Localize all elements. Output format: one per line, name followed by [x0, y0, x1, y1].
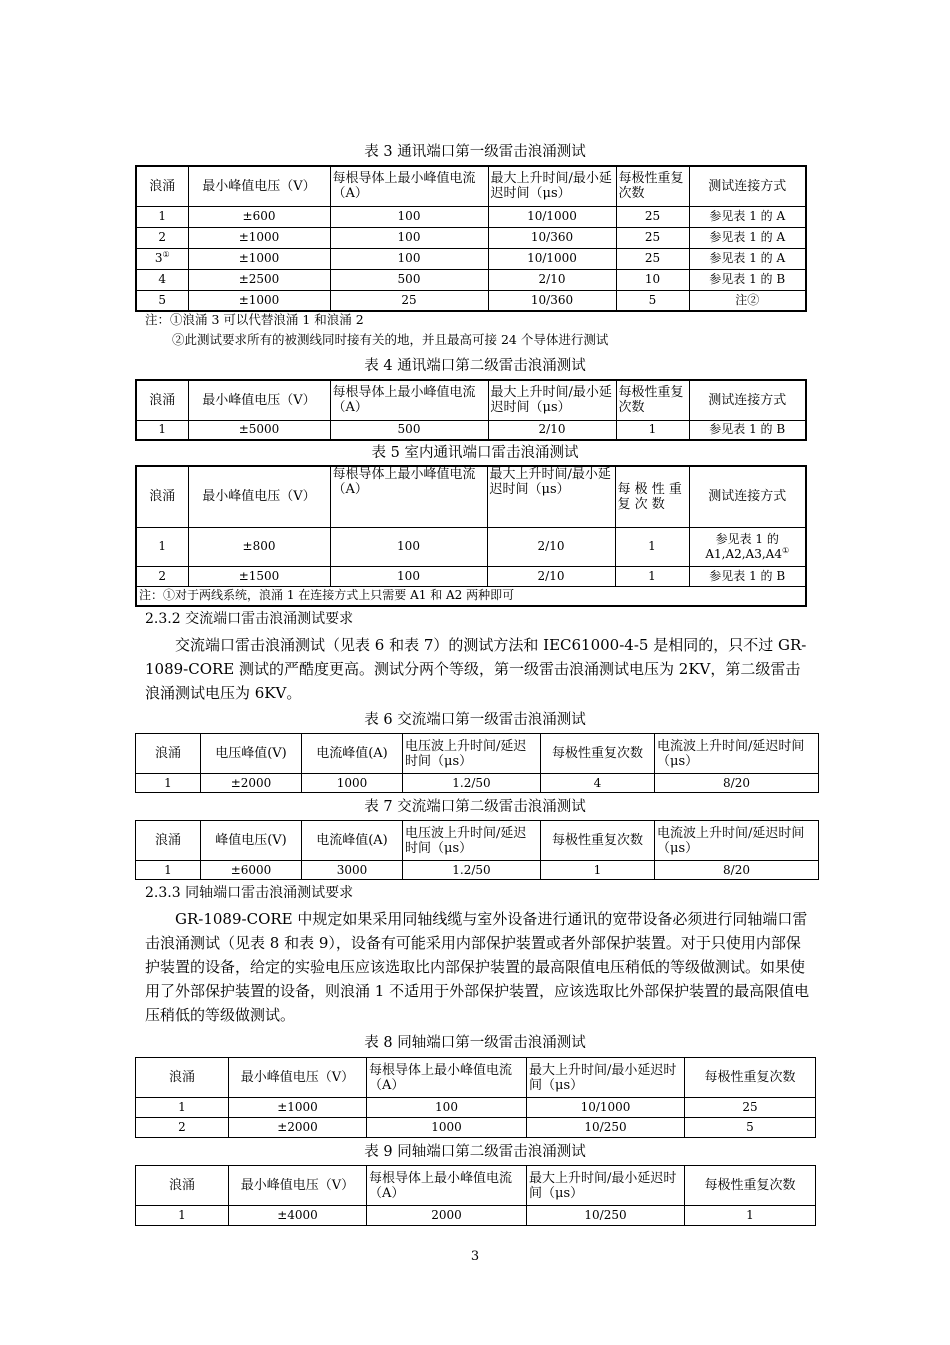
table-cell: 1.2/50 — [403, 861, 541, 880]
table6-header: 电流波上升时间/延迟时间（μs） — [655, 734, 819, 774]
table-cell: 10/250 — [527, 1206, 685, 1226]
table-cell: 1 — [616, 420, 689, 440]
table-row — [136, 290, 806, 311]
table6-caption: 表 6 交流端口第一级雷击浪涌测试 — [364, 712, 586, 728]
table-cell: 3000 — [302, 861, 403, 880]
table-cell: 参见表 1 的 B — [689, 269, 806, 290]
table8-header: 最大上升时间/最小延迟时间（μs） — [527, 1058, 685, 1098]
table-cell: 500 — [330, 420, 488, 440]
table-cell: 2/10 — [488, 269, 616, 290]
table6-header: 电压波上升时间/延迟时间（μs） — [403, 734, 541, 774]
table-cell: 25 — [616, 206, 689, 227]
table-cell: 10/1000 — [527, 1098, 685, 1118]
table4-header: 测试连接方式 — [689, 380, 806, 420]
table-cell: ±2000 — [229, 1118, 367, 1138]
table7-header: 电流峰值(A) — [302, 821, 403, 861]
table3 — [135, 165, 807, 312]
table5-header: 浪涌 — [136, 466, 188, 527]
cell-text: 参见表 1 的 A1,A2,A3,A4 — [705, 531, 782, 561]
table-cell: 1.2/50 — [403, 774, 541, 793]
table-cell: ±1000 — [229, 1098, 367, 1118]
table7-header: 峰值电压(V) — [201, 821, 302, 861]
table-cell: 25 — [330, 290, 488, 311]
table-row — [136, 566, 806, 586]
table7-caption: 表 7 交流端口第二级雷击浪涌测试 — [364, 799, 586, 815]
table-cell: 25 — [616, 227, 689, 248]
table-cell: 8/20 — [655, 861, 819, 880]
table-cell: 1 — [136, 861, 201, 880]
table6-header: 电压峰值(V) — [201, 734, 302, 774]
table-row — [136, 227, 806, 248]
table5-header: 测试连接方式 — [689, 466, 806, 527]
table-cell: 2/10 — [487, 566, 615, 586]
table4-caption: 表 4 通讯端口第二级雷击浪涌测试 — [364, 358, 586, 374]
table-cell: ±800 — [188, 527, 330, 566]
table-cell: 10/360 — [488, 290, 616, 311]
table5 — [135, 465, 807, 607]
table3-header: 浪涌 — [136, 166, 188, 206]
table-cell: ±4000 — [229, 1206, 367, 1226]
table3-header: 每极性重复次数 — [616, 166, 689, 206]
table9 — [135, 1165, 816, 1226]
table-cell: 100 — [330, 527, 487, 566]
table-cell: 参见表 1 的 A — [689, 227, 806, 248]
table7 — [135, 820, 819, 880]
table-cell: ±1000 — [188, 227, 330, 248]
table-cell: 1 — [615, 527, 689, 566]
table-cell: 100 — [367, 1098, 527, 1118]
section-233-title: 2.3.3 同轴端口雷击浪涌测试要求 — [145, 885, 354, 901]
table-cell: 1 — [615, 566, 689, 586]
table-cell: ±6000 — [201, 861, 302, 880]
table9-header: 浪涌 — [136, 1166, 229, 1206]
table-cell: ±2000 — [201, 774, 302, 793]
table-cell: 1 — [541, 861, 655, 880]
table-cell: 参见表 1 的 B — [689, 566, 806, 586]
section-232-paragraph — [145, 633, 810, 705]
table-cell: 100 — [330, 206, 488, 227]
table-row — [136, 774, 819, 793]
table-cell: 500 — [330, 269, 488, 290]
table-cell: 1000 — [302, 774, 403, 793]
table7-header: 每极性重复次数 — [541, 821, 655, 861]
table7-header: 浪涌 — [136, 821, 201, 861]
table-cell: 参见表 1 的 B — [689, 420, 806, 440]
table-cell — [689, 527, 806, 566]
table-cell — [136, 248, 188, 269]
table7-header: 电压波上升时间/延迟时间（μs） — [403, 821, 541, 861]
table9-header: 每极性重复次数 — [685, 1166, 816, 1206]
table7-header: 电流波上升时间/延迟时间（μs） — [655, 821, 819, 861]
table6-header: 浪涌 — [136, 734, 201, 774]
table-cell: 1 — [136, 1098, 229, 1118]
table9-header: 最大上升时间/最小延迟时间（μs） — [527, 1166, 685, 1206]
table-row — [136, 420, 806, 440]
table4-header: 浪涌 — [136, 380, 188, 420]
table-cell: 100 — [330, 248, 488, 269]
table-cell: 2/10 — [488, 420, 616, 440]
table5-caption: 表 5 室内通讯端口雷击浪涌测试 — [371, 445, 579, 461]
table-cell: 4 — [136, 269, 188, 290]
table5-header: 最小峰值电压（V） — [188, 466, 330, 527]
table-cell: 10/250 — [527, 1118, 685, 1138]
table-cell: 10/1000 — [488, 248, 616, 269]
table8-caption: 表 8 同轴端口第一级雷击浪涌测试 — [364, 1035, 586, 1051]
table-cell: 5 — [616, 290, 689, 311]
table-cell: 1 — [136, 774, 201, 793]
table-cell: ±5000 — [188, 420, 330, 440]
table-cell: ±1500 — [188, 566, 330, 586]
table-cell: 2/10 — [487, 527, 615, 566]
table4-header: 最小峰值电压（V） — [188, 380, 330, 420]
page-number: 3 — [470, 1249, 480, 1264]
table-cell: 1 — [136, 1206, 229, 1226]
table-row — [136, 1206, 816, 1226]
table-cell: ±2500 — [188, 269, 330, 290]
table-cell: 100 — [330, 227, 488, 248]
table4-header: 最大上升时间/最小延迟时间（μs） — [488, 380, 616, 420]
table9-caption: 表 9 同轴端口第二级雷击浪涌测试 — [364, 1144, 586, 1160]
table9-header: 最小峰值电压（V） — [229, 1166, 367, 1206]
table8-header: 最小峰值电压（V） — [229, 1058, 367, 1098]
table8-header: 每极性重复次数 — [685, 1058, 816, 1098]
table-cell: ±1000 — [188, 290, 330, 311]
table-cell: 10 — [616, 269, 689, 290]
table-row — [136, 1118, 816, 1138]
paragraph-text: 交流端口雷击浪涌测试（见表 6 和表 7）的测试方法和 IEC61000-4-5 是相同的，只不过 GR-1089-CORE 测试的严酷度更高。测试分两个等级，第一级雷击浪涌测试电压为 2KV，第二级雷击浪涌测试电压为 6KV。 — [145, 636, 807, 702]
table8-header: 每根导体上最小峰值电流（A） — [367, 1058, 527, 1098]
table8-header: 浪涌 — [136, 1058, 229, 1098]
table3-header: 测试连接方式 — [689, 166, 806, 206]
cell-text: 3 — [154, 251, 163, 265]
table-cell: 25 — [685, 1098, 816, 1118]
table-cell: 参见表 1 的 A — [689, 248, 806, 269]
table3-note: ②此测试要求所有的被测线同时接有关的地，并且最高可接 24 个导体进行测试 — [172, 332, 609, 347]
table-row — [136, 248, 806, 269]
table-row — [136, 269, 806, 290]
table6-header: 电流峰值(A) — [302, 734, 403, 774]
table3-header: 最小峰值电压（V） — [188, 166, 330, 206]
table-cell: 2 — [136, 227, 188, 248]
table4-header: 每根导体上最小峰值电流（A） — [330, 380, 488, 420]
table-cell: 2 — [136, 566, 188, 586]
table6 — [135, 733, 819, 793]
table5-header: 每 极 性 重 复 次 数 — [615, 466, 689, 527]
table-cell: 2 — [136, 1118, 229, 1138]
table-cell: 10/360 — [488, 227, 616, 248]
table-cell: 100 — [330, 566, 487, 586]
table-row — [136, 206, 806, 227]
section-233-paragraph — [145, 907, 810, 1027]
table-cell: 注② — [689, 290, 806, 311]
table3-header: 每根导体上最小峰值电流（A） — [330, 166, 488, 206]
table-cell: 1 — [136, 420, 188, 440]
table-row — [136, 527, 806, 566]
table-cell: ±1000 — [188, 248, 330, 269]
table3-header: 最大上升时间/最小延迟时间（μs） — [488, 166, 616, 206]
table-cell: 1 — [685, 1206, 816, 1226]
table5-header: 每根导体上最小峰值电流（A） — [330, 466, 487, 527]
table-cell: 25 — [616, 248, 689, 269]
table-cell: 1 — [136, 527, 188, 566]
footnote-mark: ① — [162, 250, 170, 259]
table-row — [136, 1098, 816, 1118]
table5-header: 最大上升时间/最小延迟时间（μs） — [487, 466, 615, 527]
paragraph-text: GR-1089-CORE 中规定如果采用同轴线缆与室外设备进行通讯的宽带设备必须进行同轴端口雷击浪涌测试（见表 8 和表 9），设备有可能采用内部保护装置或者外部保护装置。对于只使用内部保护装置的设备，给定的实验电压应该选取比内部保护装置的最高限值电压稍低的等级做测试。如果使用了外部保护装置的设备，则浪涌 1 不适用于外部保护装置，应该选取比外部保护装置的最高限值电压稍低的等级做测试。 — [145, 910, 810, 1024]
table-cell: 5 — [136, 290, 188, 311]
table-row — [136, 861, 819, 880]
table9-header: 每根导体上最小峰值电流（A） — [367, 1166, 527, 1206]
table6-header: 每极性重复次数 — [541, 734, 655, 774]
footnote-mark: ① — [781, 545, 790, 555]
table3-note: 注：①浪涌 3 可以代替浪涌 1 和浪涌 2 — [145, 312, 364, 327]
table-cell: 2000 — [367, 1206, 527, 1226]
table5-note: 注：①对于两线系统，浪涌 1 在连接方式上只需要 A1 和 A2 两种即可 — [136, 586, 806, 606]
section-232-title: 2.3.2 交流端口雷击浪涌测试要求 — [145, 611, 354, 627]
table-cell: 1000 — [367, 1118, 527, 1138]
table-cell: ±600 — [188, 206, 330, 227]
table-cell: 4 — [541, 774, 655, 793]
table-cell: 10/1000 — [488, 206, 616, 227]
table3-caption: 表 3 通讯端口第一级雷击浪涌测试 — [364, 144, 586, 160]
table4 — [135, 379, 807, 441]
table-cell: 8/20 — [655, 774, 819, 793]
table4-header: 每极性重复次数 — [616, 380, 689, 420]
table-cell: 1 — [136, 206, 188, 227]
table-cell: 5 — [685, 1118, 816, 1138]
table-cell: 参见表 1 的 A — [689, 206, 806, 227]
table8 — [135, 1057, 816, 1138]
